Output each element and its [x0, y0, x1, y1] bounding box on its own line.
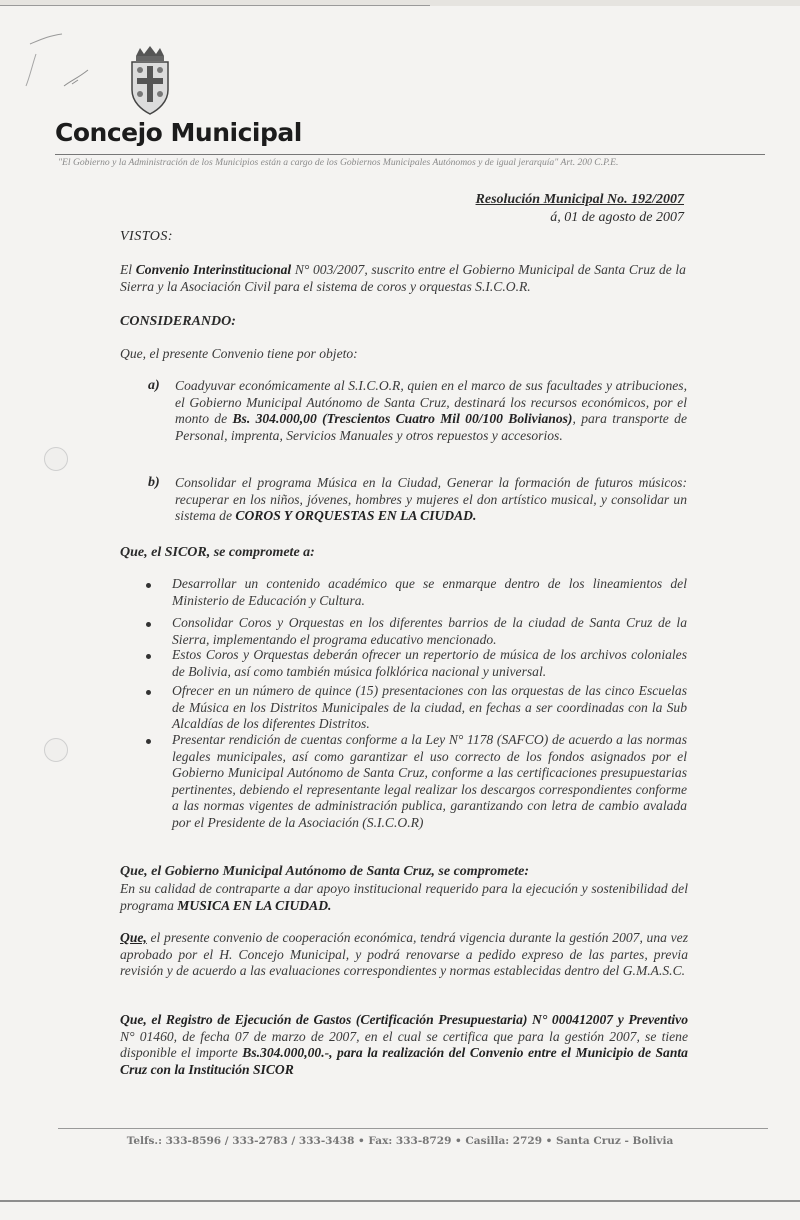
item-a-paragraph: [175, 378, 687, 444]
considerando-intro: Que, el presente Convenio tiene por objeto:: [120, 346, 358, 361]
brand-title: Concejo Municipal: [55, 118, 302, 147]
considerando-label: CONSIDERANDO:: [120, 314, 236, 329]
item-b-text: Consolidar el programa Música en la Ciudad, Generar la formación de futuros músicos: recuperar en los niños, jóvenes, hombres y mujeres el don artístico musical, y consolidar un sistema de: [175, 475, 687, 523]
bullet-dot: [146, 739, 151, 744]
vistos-label: VISTOS:: [120, 229, 174, 244]
footer-contact: Telfs.: 333-8596 / 333-2783 / 333-3438 • Fax: 333-8729 • Casilla: 2729 • Santa Cruz - Bolivia: [126, 1135, 674, 1147]
sicor-bullet-3: Estos Coros y Orquestas deberán ofrecer un repertorio de música de los archivos coloniales de Bolivia, así como también música folklórica nacional y universal.: [172, 647, 687, 679]
sicor-bullet-2: Consolidar Coros y Orquestas en los diferentes barrios de la ciudad de Santa Cruz de la Sierra, implementando el programa educativo mencionado.: [172, 615, 687, 647]
motto: "El Gobierno y la Administración de los Municipios están a cargo de los Gobiernos Municipales Autónomos y de igual jerarquía" Art. 200 C.P.E.: [58, 157, 619, 168]
gobierno-paragraph: [120, 881, 688, 914]
gobierno-bold: MUSICA EN LA CIUDAD.: [177, 897, 332, 913]
bullet-dot: [146, 622, 151, 627]
header-divider: [55, 154, 765, 155]
vistos-text-2: N° 003/2007, suscrito entre el Gobierno Municipal de Santa Cruz de la Sierra y la Asociación Civil para el sistema de coros y orquestas S.I.C.O.R.: [120, 262, 686, 294]
item-b-paragraph: [175, 475, 687, 525]
gobierno-text: En su calidad de contraparte a dar apoyo institucional requerido para la ejecución y sostenibilidad del programa: [120, 881, 688, 913]
sicor-heading: Que, el SICOR, se compromete a:: [120, 545, 315, 560]
bullet-dot: [146, 583, 151, 588]
resolution-date: á, 01 de agosto de 2007: [550, 210, 684, 225]
item-b-letter: b): [148, 475, 160, 490]
item-a-text-2: , para transporte de Personal, imprenta, Servicios Manuales y otros repuestos y accesorios.: [175, 411, 688, 443]
vistos-bold: Convenio Interinstitucional: [135, 262, 292, 277]
registro-lead: Que, el Registro de Ejecución de Gastos (Certificación Presupuestaria) N° 000412007 y Preventivo: [120, 1012, 688, 1027]
municipal-crest-icon: [126, 44, 174, 116]
item-a-text-1: Coadyuvar económicamente al S.I.C.O.R, quien en el marco de sus facultades y atribuciones, el Gobierno Municipal Autónomo de Santa Cruz, destinará los recursos económicos, por el monto de: [175, 378, 687, 426]
footer-divider: [58, 1128, 768, 1129]
vistos-text-1: El: [120, 262, 133, 277]
vistos-paragraph: [120, 262, 686, 295]
vigencia-lead: Que,: [120, 930, 147, 945]
scan-line: [0, 5, 430, 6]
vigencia-text: el presente convenio de cooperación económica, tendrá vigencia durante la gestión 2007, una vez aprobado por el H. Concejo Municipal, y podrá renovarse a pedido expreso de las partes, previa revisión y de acuerdo a las evaluaciones correspondientes y normas establecidas dentro del G.M.A.S.C.: [120, 930, 688, 978]
handwritten-mark: [22, 24, 102, 94]
sicor-bullet-4: Ofrecer en un número de quince (15) presentaciones con las orquestas de las cinco Escuelas de Música en los Distritos Municipales de la ciudad, en fechas a ser coordinadas con la Sub Alcaldías de los diferentes Distritos.: [172, 683, 687, 731]
registro-text: N° 01460, de fecha 07 de marzo de 2007, en el cual se certifica que para la gestión 2007, se tiene disponible el importe: [120, 1028, 688, 1060]
bullet-dot: [146, 654, 151, 659]
registro-bold: Bs.304.000,00.-, para la realización del Convenio entre el Municipio de Santa Cruz con la Institución SICOR: [120, 1045, 688, 1077]
scan-line: [0, 1200, 800, 1202]
punch-hole: [44, 447, 68, 471]
registro-paragraph: [120, 1012, 688, 1078]
punch-hole: [44, 738, 68, 762]
sicor-bullet-5: Presentar rendición de cuentas conforme a la Ley N° 1178 (SAFCO) de acuerdo a las normas legales municipales, así como garantizar el uso correcto de los fondos asignados por el Gobierno Municipal Autónomo de Santa Cruz, conforme a las certificaciones presupuestarias pertinentes, debiendo el representante legal realizar los descargos correspondientes conforme a las normas vigentes de administración publica, garantizando con letra de cambio avalada por el Presidente de la Asociación (S.I.C.O.R): [172, 732, 687, 830]
item-a-letter: a): [148, 378, 160, 393]
gobierno-heading: Que, el Gobierno Municipal Autónomo de Santa Cruz, se compromete:: [120, 864, 530, 879]
bullet-dot: [146, 690, 151, 695]
item-b-bold: COROS Y ORQUESTAS EN LA CIUDAD.: [235, 508, 477, 523]
sicor-bullet-1: Desarrollar un contenido académico que se enmarque dentro de los lineamientos del Ministerio de Educación y Cultura.: [172, 576, 687, 608]
vigencia-paragraph: [120, 930, 688, 980]
resolution-number: Resolución Municipal No. 192/2007: [475, 192, 684, 207]
item-a-bold: Bs. 304.000,00 (Trescientos Cuatro Mil 00/100 Bolivianos): [232, 411, 573, 426]
